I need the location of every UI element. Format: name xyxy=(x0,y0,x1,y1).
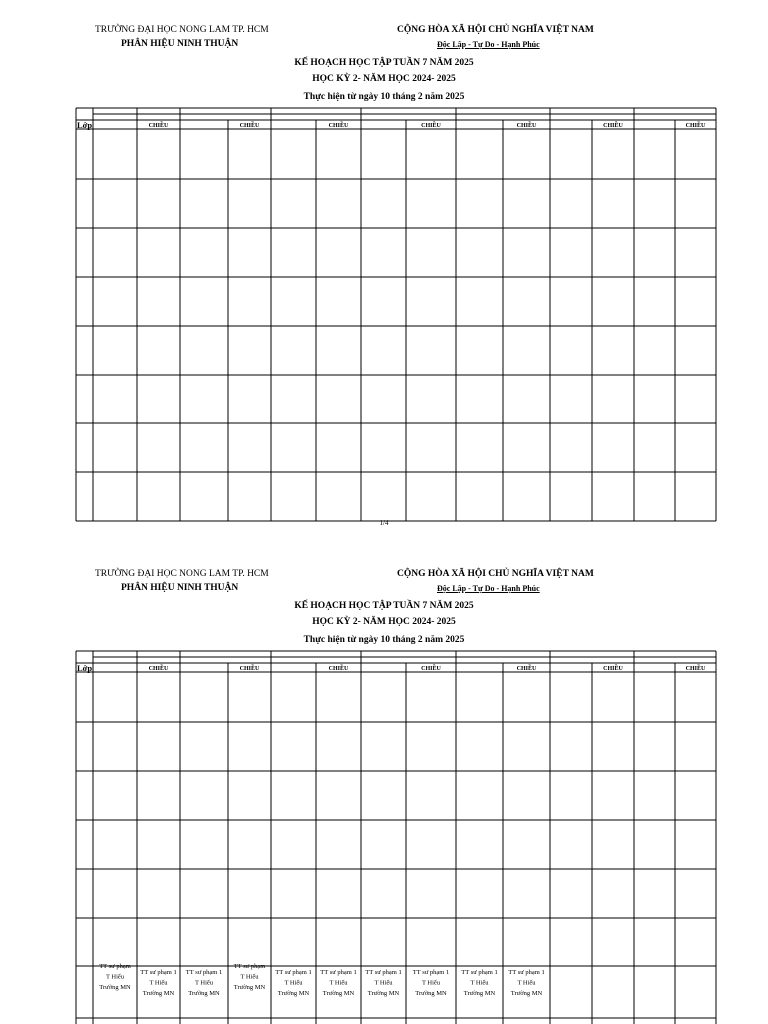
page-number: 1/4 xyxy=(379,519,389,527)
column-header-afternoon: CHIỀU xyxy=(421,666,441,672)
column-header-afternoon: CHIỀU xyxy=(516,666,537,672)
national-slogan: Độc Lập - Tự Do - Hạnh Phúc xyxy=(437,40,540,49)
column-header-afternoon: CHIỀU xyxy=(603,123,623,129)
semester-title: HỌC KỲ 2- NĂM HỌC 2024- 2025 xyxy=(312,617,456,627)
branch-name: PHÂN HIỆU NINH THUẬN xyxy=(121,39,239,49)
cell-text: TT sư phạm xyxy=(233,963,266,970)
national-slogan: Độc Lập - Tự Do - Hạnh Phúc xyxy=(437,584,540,593)
cell-text: TT sư phạm 1 xyxy=(365,969,402,976)
column-header-afternoon: CHIỀU xyxy=(148,666,169,672)
cell-text: Trường MN xyxy=(99,984,131,991)
cell-text: Trường MN xyxy=(415,990,447,997)
plan-title: KẾ HOẠCH HỌC TẬP TUẦN 7 NĂM 2025 xyxy=(294,58,474,68)
cell-text: Trường MN xyxy=(142,990,175,997)
cell-text: Trường MN xyxy=(367,990,400,997)
cell-text: TT sư phạm 1 xyxy=(508,969,545,976)
cell-text: T Hiếu xyxy=(329,979,348,987)
cell-text: T Hiếu xyxy=(240,973,259,981)
cell-text: TT sư phạm 1 xyxy=(185,969,223,976)
column-header-afternoon: CHIỀU xyxy=(421,123,441,129)
cell-text: TT sư phạm 1 xyxy=(461,969,498,976)
date-range: Thực hiện từ ngày 10 tháng 2 năm 2025 xyxy=(303,92,465,102)
cell-text: Trường MN xyxy=(322,990,355,997)
cell-text: TT sư phạm 1 xyxy=(140,969,177,976)
plan-title: KẾ HOẠCH HỌC TẬP TUẦN 7 NĂM 2025 xyxy=(294,601,474,611)
column-header-afternoon: CHIỀU xyxy=(148,123,169,129)
column-header-afternoon: CHIỀU xyxy=(685,123,706,129)
national-motto: CỘNG HÒA XÃ HỘI CHỦ NGHĨA VIỆT NAM xyxy=(397,25,594,35)
column-header-afternoon: CHIỀU xyxy=(328,666,349,672)
cell-text: T Hiếu xyxy=(194,979,214,987)
cell-text: Trường MN xyxy=(510,990,543,997)
semester-title: HỌC KỲ 2- NĂM HỌC 2024- 2025 xyxy=(312,74,456,84)
cell-text: T Hiếu xyxy=(470,979,489,987)
cell-text: T Hiếu xyxy=(374,979,393,987)
school-name: TRƯỜNG ĐẠI HỌC NONG LAM TP. HCM xyxy=(95,25,269,35)
cell-text: Trường MN xyxy=(188,990,220,997)
column-header-afternoon: CHIỀU xyxy=(328,123,349,129)
branch-name: PHÂN HIỆU NINH THUẬN xyxy=(121,583,239,593)
date-range: Thực hiện từ ngày 10 tháng 2 năm 2025 xyxy=(303,635,465,645)
cell-text: Trường MN xyxy=(233,984,266,991)
cell-text: T Hiếu xyxy=(517,979,536,987)
cell-text: T Hiếu xyxy=(149,979,168,987)
cell-text: TT sư phạm 1 xyxy=(275,969,312,976)
cell-text: T Hiếu xyxy=(105,973,125,981)
column-header-class: Lớp xyxy=(77,120,93,130)
column-header-afternoon: CHIỀU xyxy=(516,123,537,129)
cell-text: TT sư phạm 1 xyxy=(320,969,357,976)
cell-text: Trường MN xyxy=(463,990,496,997)
cell-text: Trường MN xyxy=(277,990,310,997)
column-header-afternoon: CHIỀU xyxy=(239,123,260,129)
cell-text: T Hiếu xyxy=(421,979,441,987)
column-header-afternoon: CHIỀU xyxy=(239,666,260,672)
national-motto: CỘNG HÒA XÃ HỘI CHỦ NGHĨA VIỆT NAM xyxy=(397,569,594,579)
column-header-class: Lớp xyxy=(77,663,93,673)
column-header-afternoon: CHIỀU xyxy=(603,666,623,672)
cell-text: T Hiếu xyxy=(284,979,303,987)
column-header-afternoon: CHIỀU xyxy=(685,666,706,672)
school-name: TRƯỜNG ĐẠI HỌC NONG LAM TP. HCM xyxy=(95,569,269,579)
cell-text: TT sư phạm 1 xyxy=(412,969,450,976)
cell-text: TT sư phạm xyxy=(99,963,131,970)
